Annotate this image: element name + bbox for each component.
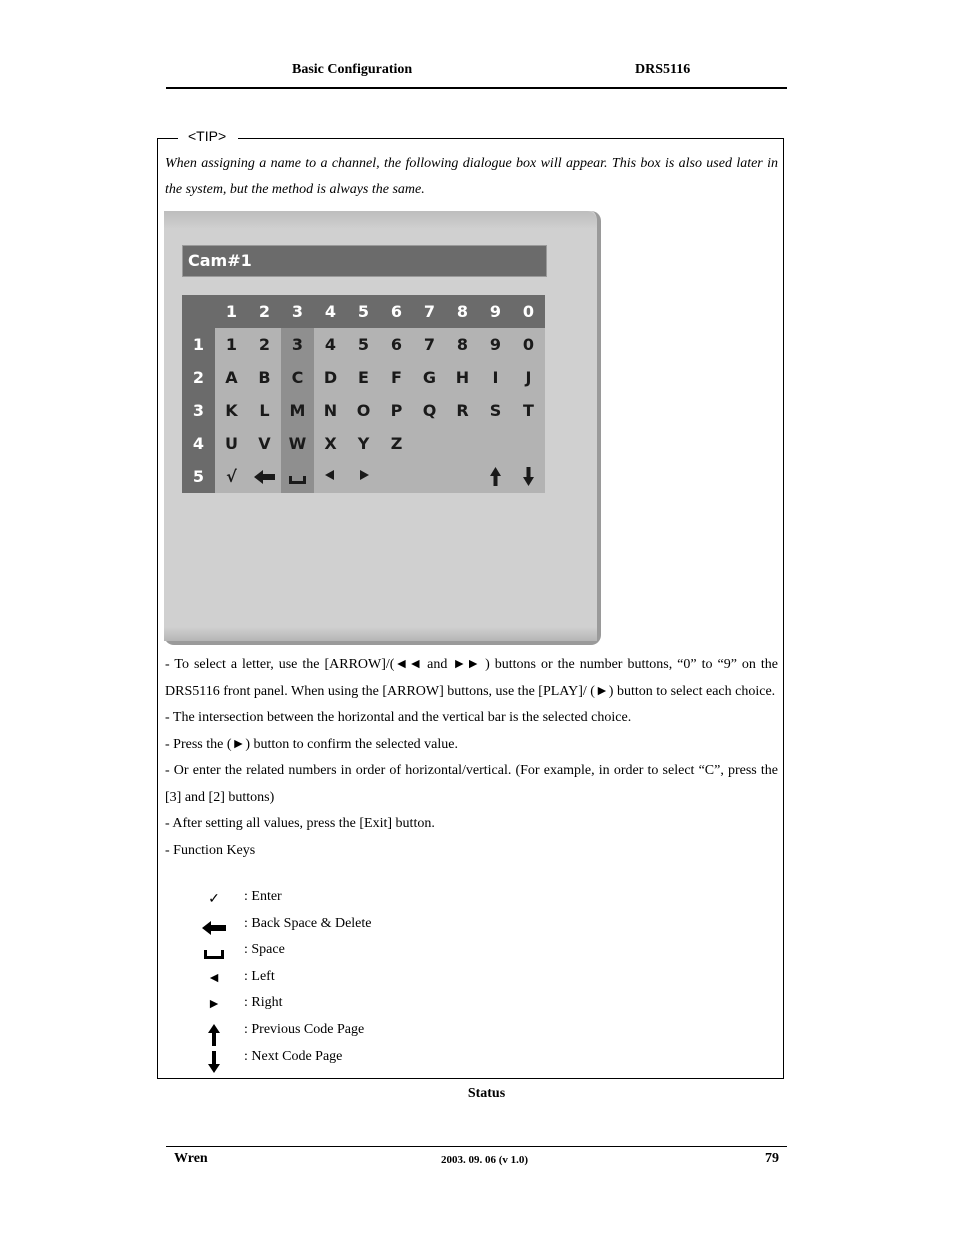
empty-cell [380,460,413,493]
char-key[interactable]: S [479,394,512,427]
column-header: 5 [347,295,380,328]
char-key[interactable]: R [446,394,479,427]
channel-name-field[interactable]: Cam#1 [182,245,547,277]
dialog-bottom-bar [164,627,597,641]
char-key[interactable]: 0 [512,328,545,361]
grid-corner [182,295,215,328]
char-key[interactable]: Y [347,427,380,460]
fkey-previous-page-label: : Previous Code Page [244,1021,365,1037]
char-key[interactable]: 1 [215,328,248,361]
figure-caption: Status [467,1086,506,1101]
char-key[interactable]: 2 [248,328,281,361]
column-header: 2 [248,295,281,328]
char-key[interactable]: 4 [314,328,347,361]
char-key[interactable]: 6 [380,328,413,361]
fkey-right-label: : Right [244,995,283,1011]
char-key[interactable]: 7 [413,328,446,361]
instruction-6: - Function Keys [165,842,256,858]
instruction-4: - Or enter the related numbers in order of horizontal/vertical. (For example, in order to select “C”, press the [3] and [2] buttons) [165,763,778,805]
page-number: 79 [765,1151,779,1166]
column-header: 1 [215,295,248,328]
char-key[interactable]: L [248,394,281,427]
char-key[interactable]: M [281,394,314,427]
space-icon[interactable] [281,460,314,493]
instructions [165,652,778,864]
tip-intro: When assigning a name to a channel, the following dialogue box will appear. This box is also used later in the system, but the method is always the same. [165,156,778,197]
footer-company: Wren [174,1151,208,1166]
instruction-5: - After setting all values, press the [Exit] button. [165,816,435,831]
empty-cell [512,427,545,460]
char-key[interactable]: K [215,394,248,427]
column-header: 9 [479,295,512,328]
down-icon [200,1051,228,1073]
char-key[interactable]: 5 [347,328,380,361]
column-header: 0 [512,295,545,328]
char-key[interactable]: G [413,361,446,394]
column-header: 8 [446,295,479,328]
char-key[interactable]: H [446,361,479,394]
char-key[interactable]: J [512,361,545,394]
column-header: 3 [281,295,314,328]
char-key[interactable]: E [347,361,380,394]
backspace-icon [200,918,228,938]
backspace-icon[interactable] [248,460,281,493]
char-key[interactable]: W [281,427,314,460]
name-entry-dialog [164,211,601,645]
char-key[interactable]: N [314,394,347,427]
fkey-next-page-label: : Next Code Page [244,1048,343,1064]
char-key[interactable]: O [347,394,380,427]
left-icon[interactable] [314,460,347,493]
empty-cell [413,460,446,493]
char-key[interactable]: Z [380,427,413,460]
char-key[interactable]: F [380,361,413,394]
up-icon [200,1024,228,1046]
row-header: 4 [182,427,215,460]
right-icon[interactable] [347,460,380,493]
fkey-left-label: : Left [244,968,275,984]
empty-cell [446,427,479,460]
column-header: 4 [314,295,347,328]
char-key[interactable]: Q [413,394,446,427]
char-key[interactable]: B [248,361,281,394]
right-icon: ► [207,997,221,1013]
header-product: DRS5116 [635,62,691,77]
tip-label: <TIP> [188,128,227,144]
instruction-3: - Press the (►) button to confirm the selected value. [165,736,458,752]
empty-cell [446,460,479,493]
row-header: 2 [182,361,215,394]
left-icon: ◄ [207,970,221,986]
char-key[interactable]: D [314,361,347,394]
dialog-top-bar [164,211,597,229]
column-header: 6 [380,295,413,328]
char-key[interactable]: P [380,394,413,427]
footer-rule [166,1146,787,1147]
row-header: 5 [182,460,215,493]
instruction-1: - To select a letter, use the [ARROW]/(◄◄ and ►► ) buttons or the number buttons, “0” to “9” on the DRS5116 front panel. When using the [ARROW] buttons, use the [PLAY]/ (►) button to select each choice. [165,657,778,699]
down-icon[interactable] [512,460,545,493]
char-key[interactable]: T [512,394,545,427]
fkey-enter-label: : Enter [244,889,282,904]
char-key[interactable]: 9 [479,328,512,361]
fkey-space-label: : Space [244,942,285,958]
char-key[interactable]: I [479,361,512,394]
footer-date-version: 2003. 09. 06 (v 1.0) [441,1154,529,1166]
char-key[interactable]: √ [215,460,248,493]
tip-box-top-left-border [157,138,178,139]
char-key[interactable]: 3 [281,328,314,361]
column-header: 7 [413,295,446,328]
tip-box-top-right-border [238,138,784,139]
up-icon[interactable] [479,460,512,493]
empty-cell [479,427,512,460]
space-icon [200,944,228,964]
char-key[interactable]: U [215,427,248,460]
fkey-backspace-label: : Back Space & Delete [244,915,372,931]
empty-cell [413,427,446,460]
char-key[interactable]: C [281,361,314,394]
header-rule [166,87,787,89]
row-header: 3 [182,394,215,427]
check-icon: ✓ [208,892,220,907]
row-header: 1 [182,328,215,361]
char-key[interactable]: X [314,427,347,460]
instruction-2: - The intersection between the horizontal and the vertical bar is the selected choice. [165,710,632,725]
header-title: Basic Configuration [292,62,413,77]
char-key[interactable]: V [248,427,281,460]
char-key[interactable]: 8 [446,328,479,361]
char-key[interactable]: A [215,361,248,394]
